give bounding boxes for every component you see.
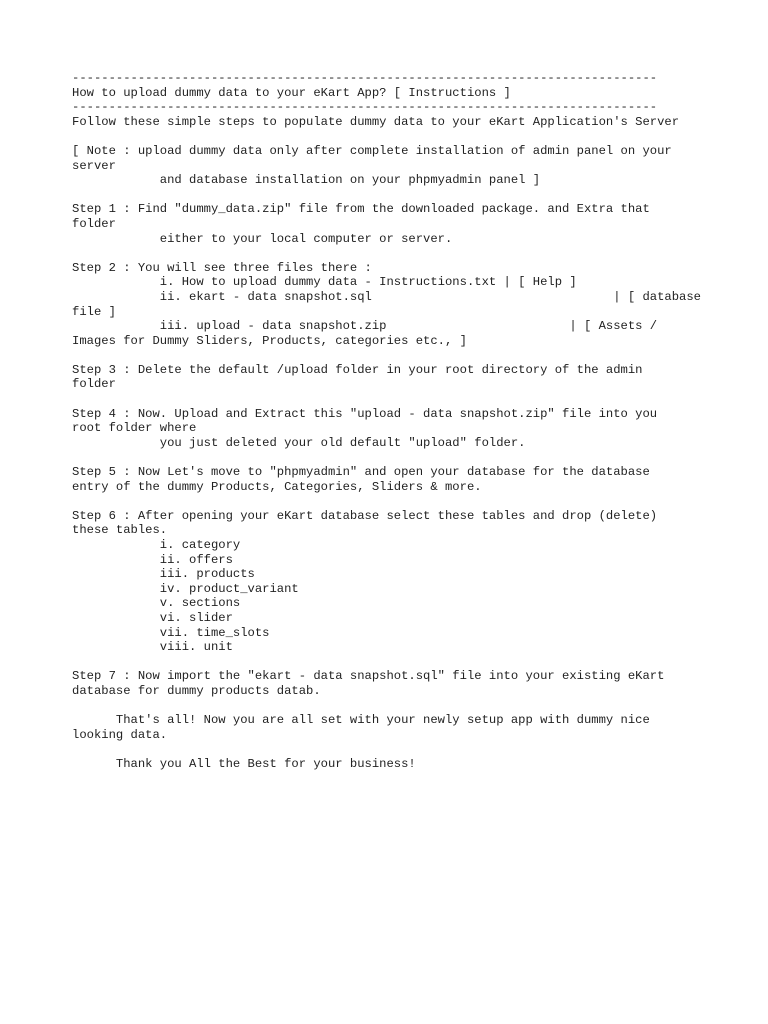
document-line: file ] [72,304,116,319]
document-line: iv. product_variant [72,581,299,596]
document-line: Step 5 : Now Let's move to "phpmyadmin" and open your database for the database [72,465,650,480]
document-line [72,348,712,363]
document-line: -------------------------------------------------------------------------------- [72,100,658,115]
document-line: ii. ekart - data snapshot.sql | [ database [72,289,701,304]
document-line: Step 1 : Find "dummy_data.zip" file from the downloaded package. and Extra that [72,202,650,217]
document-line: [ Note : upload dummy data only after complete installation of admin panel on your [72,143,672,158]
document-line: Step 2 : You will see three files there : [72,260,372,275]
document-line: Step 6 : After opening your eKart database select these tables and drop (delete) [72,508,658,523]
document-line: these tables. [72,523,168,538]
document-line [72,188,712,203]
document-line: i. How to upload dummy data - Instructions.txt | [ Help ] [72,275,577,290]
document-line: entry of the dummy Products, Categories, Sliders & more. [72,479,482,494]
document-line: iii. products [72,567,255,582]
document-line: v. sections [72,596,241,611]
document-line: database for dummy products datab. [72,683,321,698]
document-line: folder [72,216,116,231]
document-line: Step 7 : Now import the "ekart - data snapshot.sql" file into your existing eKart [72,669,665,684]
document-body [72,71,712,772]
document-line: i. category [72,538,241,552]
document-line: you just deleted your old default "upload" folder. [72,435,526,450]
document-line [72,742,712,757]
document-line [72,246,712,261]
document-line [72,655,712,670]
document-line: How to upload dummy data to your eKart App? [ Instructions ] [72,85,511,100]
document-line: looking data. [72,727,168,742]
document-line: Step 4 : Now. Upload and Extract this "upload - data snapshot.zip" file into you [72,406,658,421]
document-line: server [72,158,116,173]
document-line: -------------------------------------------------------------------------------- [72,71,658,85]
document-line: That's all! Now you are all set with your newly setup app with dummy nice [72,713,650,728]
document-line: Thank you All the Best for your business! [72,756,416,771]
document-line: folder [72,377,116,392]
document-line: Follow these simple steps to populate dummy data to your eKart Application's Server [72,114,680,129]
document-line: Step 3 : Delete the default /upload folder in your root directory of the admin [72,362,643,377]
document-line: and database installation on your phpmyadmin panel ] [72,173,541,188]
document-line [72,392,712,407]
document-line: root folder where [72,421,197,436]
document-line [72,450,712,465]
document-line: Images for Dummy Sliders, Products, categories etc., ] [72,333,467,348]
document-line: either to your local computer or server. [72,231,453,246]
document-line: viii. unit [72,640,233,655]
document-line: vi. slider [72,610,233,625]
document-line: iii. upload - data snapshot.zip | [ Assets / [72,319,658,334]
document-line [72,699,712,714]
document-line [72,129,712,144]
document-line [72,494,712,509]
document-line: ii. offers [72,552,233,567]
document-line: vii. time_slots [72,625,270,640]
